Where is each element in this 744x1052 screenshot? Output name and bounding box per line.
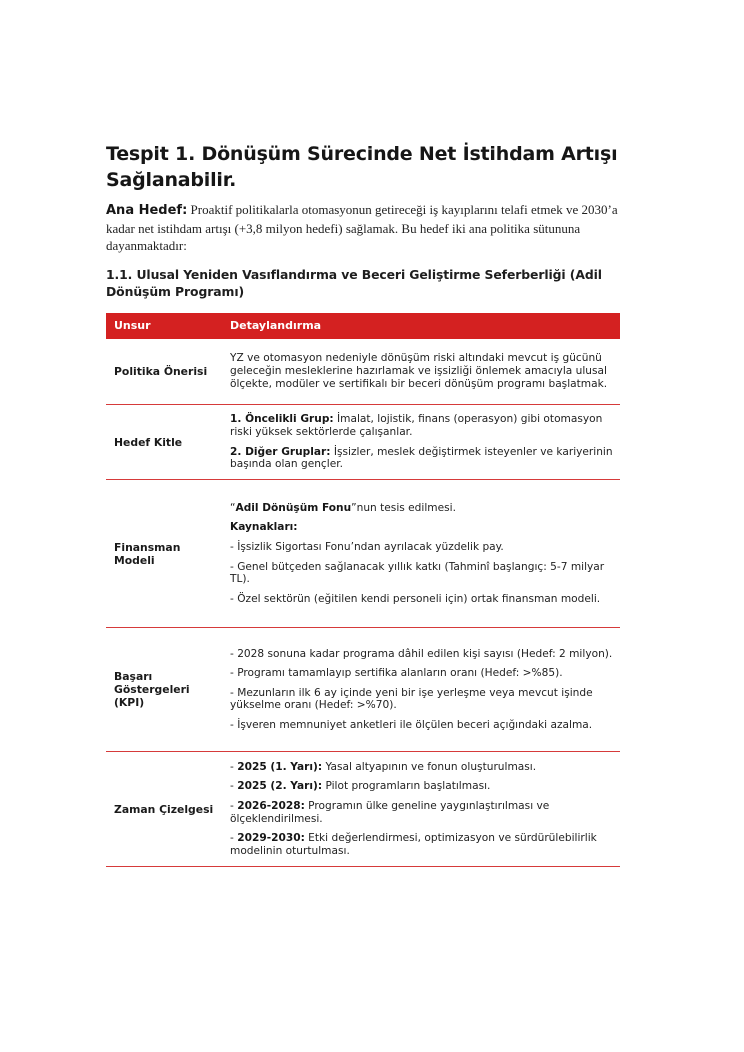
subsection-title: 1.1. Ulusal Yeniden Vasıflandırma ve Beceri Geliştirme Seferberliği (Adil Dönüşüm Programı)	[106, 266, 602, 299]
detail-item-text: Programın ülke geneline yaygınlaştırılması ve ölçeklendirilmesi.	[230, 799, 550, 825]
detail-item-prefix: -	[230, 780, 238, 793]
detail-item-text: Pilot programların başlatılması.	[322, 780, 491, 793]
detail-item	[230, 541, 614, 554]
table-row	[106, 752, 620, 867]
table-body	[106, 339, 620, 867]
policy-table	[106, 313, 620, 868]
detail-item-bold: 2029-2030:	[237, 832, 305, 845]
detail-item	[230, 352, 614, 390]
detail-item-bold: 2026-2028:	[237, 799, 305, 812]
detail-item	[230, 780, 614, 793]
detail-item-prefix: -	[230, 760, 238, 773]
detail-item	[230, 687, 614, 712]
detail-item	[230, 648, 614, 661]
detail-item-text: YZ ve otomasyon nedeniyle dönüşüm riski altındaki mevcut iş gücünü geleceğin mesleklerine hazırlamak ve işsizliği önlemek amacıyla ulusal ölçekte, modüler ve sertifikalı bir beceri dönüşüm programı başlatmak.	[230, 352, 608, 390]
detail-item	[230, 593, 614, 606]
row-label: Başarı Göstergeleri (KPI)	[106, 628, 222, 752]
detail-item-text: İmalat, lojistik, finans (operasyon) gibi otomasyon riski yüksek sektörlerde çalışanlar.	[230, 413, 603, 438]
row-label: Hedef Kitle	[106, 405, 222, 480]
row-detail	[222, 405, 620, 480]
detail-item	[230, 800, 614, 825]
main-goal-label: Ana Hedef:	[106, 203, 188, 218]
detail-item-text: - Programı tamamlayıp sertifika alanların oranı (Hedef: >%85).	[230, 667, 563, 680]
detail-item-bold: Adil Dönüşüm Fonu	[235, 501, 352, 514]
detail-item-prefix: “	[230, 501, 236, 514]
main-goal-paragraph	[106, 201, 620, 255]
detail-item-bold: 2025 (2. Yarı):	[237, 780, 323, 793]
table-row	[106, 628, 620, 752]
row-detail	[222, 752, 620, 867]
detail-item-text: - Özel sektörün (eğitilen kendi personeli için) ortak finansman modeli.	[230, 592, 601, 605]
column-header-detail: Detaylandırma	[222, 313, 620, 339]
detail-item-text: İşsizler, meslek değiştirmek isteyenler ve kariyerinin başında olan gençler.	[230, 445, 613, 471]
detail-item-prefix: -	[230, 832, 238, 845]
section-title: Tespit 1. Dönüşüm Sürecinde Net İstihdam Artışı Sağlanabilir.	[106, 143, 618, 191]
document-page	[106, 141, 620, 867]
table-header-row	[106, 313, 620, 339]
detail-item	[230, 832, 614, 857]
row-label: Zaman Çizelgesi	[106, 752, 222, 867]
row-label: Finansman Modeli	[106, 480, 222, 628]
detail-item	[230, 561, 614, 586]
row-detail	[222, 628, 620, 752]
table-row	[106, 405, 620, 480]
detail-item-text: - İşsizlik Sigortası Fonu’ndan ayrılacak yüzdelik pay.	[230, 540, 504, 553]
detail-item	[230, 502, 614, 515]
detail-item-text: Etki değerlendirmesi, optimizasyon ve sürdürülebilirlik modelinin oturtulması.	[230, 832, 597, 857]
table-row	[106, 480, 620, 628]
detail-item-bold: 2. Diğer Gruplar:	[230, 445, 331, 458]
detail-item-text: Yasal altyapının ve fonun oluşturulması.	[322, 760, 537, 773]
detail-item	[230, 413, 614, 438]
row-label: Politika Önerisi	[106, 339, 222, 405]
detail-item-bold: 2025 (1. Yarı):	[237, 760, 323, 773]
detail-item-text: - Genel bütçeden sağlanacak yıllık katkı (Tahminî başlangıç: 5-7 milyar TL).	[230, 560, 605, 586]
detail-item-text: - 2028 sonuna kadar programa dâhil edilen kişi sayısı (Hedef: 2 milyon).	[230, 647, 613, 660]
detail-item	[230, 719, 614, 732]
main-goal-text: Proaktif politikalarla otomasyonun getireceği iş kayıplarını telafi etmek ve 2030’a kadar net istihdam artışı (+3,8 milyon hedefi) sağlamak. Bu hedef iki ana politika sütununa dayanmaktadır:	[106, 202, 618, 253]
detail-item	[230, 667, 614, 680]
detail-item-bold: 1. Öncelikli Grup:	[230, 413, 334, 426]
detail-item	[230, 521, 614, 534]
row-detail	[222, 480, 620, 628]
detail-item	[230, 761, 614, 774]
detail-item-prefix: -	[230, 799, 238, 812]
table-row	[106, 339, 620, 405]
detail-item-text: - İşveren memnuniyet anketleri ile ölçülen beceri açığındaki azalma.	[230, 718, 593, 731]
detail-item-text: ”nun tesis edilmesi.	[351, 501, 456, 514]
detail-item-text: - Mezunların ilk 6 ay içinde yeni bir işe yerleşme veya mevcut işinde yükselme oranı (Hedef: >%70).	[230, 686, 593, 712]
detail-item-bold: Kaynakları:	[230, 521, 298, 534]
detail-item	[230, 446, 614, 471]
row-detail	[222, 339, 620, 405]
column-header-element: Unsur	[106, 313, 222, 339]
